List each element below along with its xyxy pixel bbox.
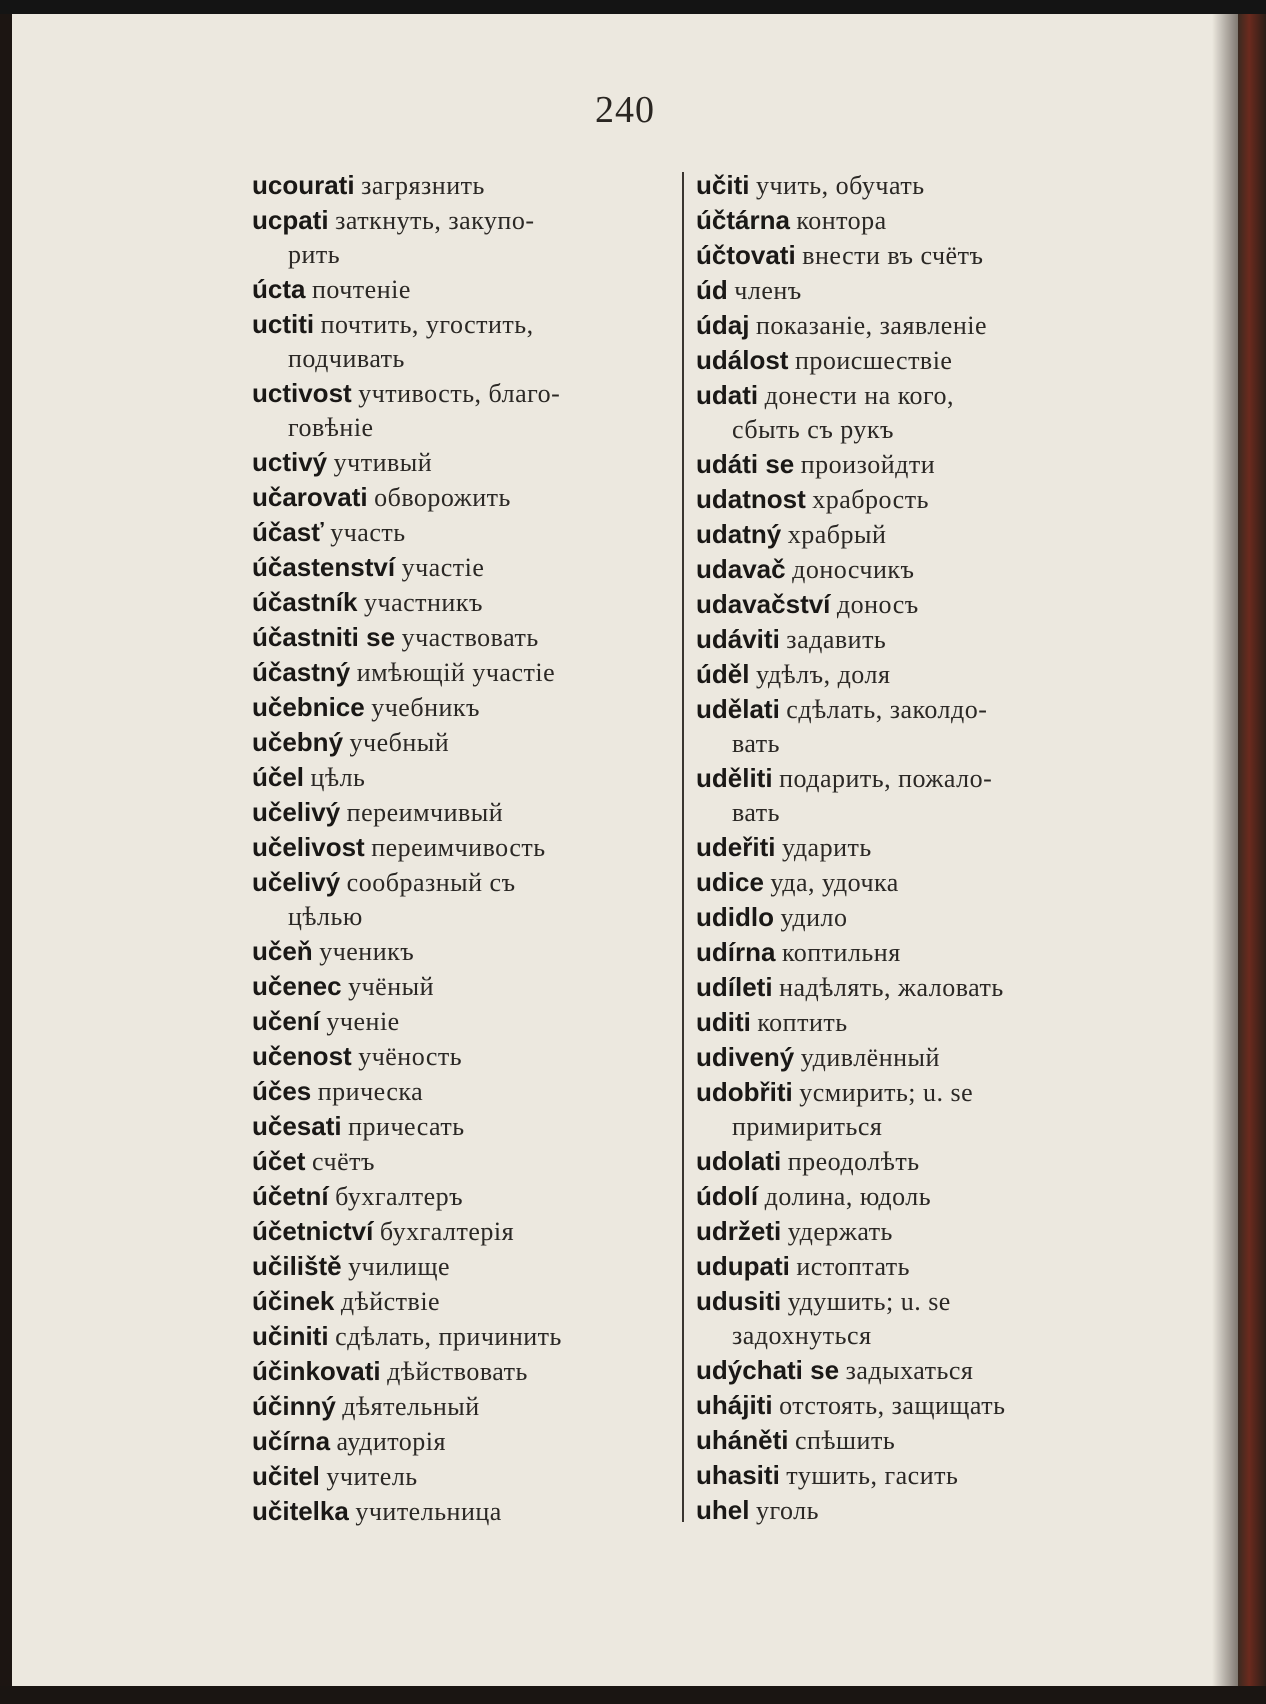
left-column: [252, 168, 672, 1529]
entry-headword: uháněti: [696, 1425, 789, 1455]
dictionary-entry: [696, 1005, 1116, 1040]
dictionary-entry: [696, 1249, 1116, 1284]
entry-translation: участвовать: [401, 623, 539, 652]
entry-headword: udatnost: [696, 484, 806, 514]
entry-headword: učiti: [696, 170, 750, 200]
dictionary-entry: [252, 830, 672, 865]
entry-translation: уда, удочка: [770, 868, 899, 897]
dictionary-entry: [696, 935, 1116, 970]
entry-headword: učesati: [252, 1111, 342, 1141]
entry-headword: udáti se: [696, 449, 795, 479]
entry-translation: училище: [348, 1252, 451, 1281]
entry-translation-continued: вать: [732, 729, 781, 758]
entry-headword: učírna: [252, 1426, 331, 1456]
entry-translation: почтить, угостить,: [320, 310, 534, 339]
entry-headword: učelivost: [252, 832, 365, 862]
entry-translation: храбрость: [812, 485, 929, 514]
entry-translation: участь: [330, 518, 406, 547]
entry-translation: коптильня: [781, 938, 901, 967]
entry-headword: učeň: [252, 936, 313, 966]
dictionary-entry: [252, 1354, 672, 1389]
entry-translation: имѣющій участіе: [356, 658, 556, 687]
entry-headword: udýchati se: [696, 1355, 840, 1385]
dictionary-entry: [252, 1459, 672, 1494]
entry-headword: udavač: [696, 554, 786, 584]
entry-translation: удѣлъ, доля: [755, 660, 891, 689]
entry-headword: učenost: [252, 1041, 352, 1071]
dictionary-entry: [252, 1074, 672, 1109]
entry-translation: удушить; u. se: [787, 1287, 951, 1316]
entry-translation: преодолѣть: [787, 1147, 920, 1176]
dictionary-entry: [252, 1424, 672, 1459]
entry-headword: udolati: [696, 1146, 782, 1176]
dictionary-entry: [696, 517, 1116, 552]
dictionary-entry: [252, 760, 672, 795]
entry-translation: дѣйствіе: [340, 1287, 441, 1316]
entry-translation: доносчикъ: [792, 555, 915, 584]
dictionary-entry: [252, 203, 672, 272]
entry-headword: ucpati: [252, 205, 329, 235]
dictionary-entry: [696, 447, 1116, 482]
right-column: [696, 168, 1116, 1528]
entry-translation: учебный: [349, 728, 450, 757]
dictionary-entry: [696, 830, 1116, 865]
dictionary-entry: [252, 480, 672, 515]
dictionary-entry: [696, 343, 1116, 378]
entry-translation: сдѣлать, причинить: [335, 1322, 562, 1351]
dictionary-entry: [252, 1284, 672, 1319]
entry-translation: контора: [796, 206, 887, 235]
entry-headword: učelivý: [252, 867, 341, 897]
dictionary-entry: [696, 378, 1116, 447]
dictionary-entry: [252, 969, 672, 1004]
entry-headword: učitel: [252, 1461, 320, 1491]
entry-headword: udatný: [696, 519, 782, 549]
entry-translation-continued: примириться: [732, 1112, 883, 1141]
dictionary-entry: [696, 308, 1116, 343]
dictionary-entry: [252, 1389, 672, 1424]
entry-translation: учитель: [326, 1462, 418, 1491]
entry-translation: учёность: [358, 1042, 463, 1071]
dictionary-entry: [252, 1179, 672, 1214]
entry-headword: úcta: [252, 274, 306, 304]
entry-translation-continued: задохнуться: [732, 1321, 872, 1350]
dictionary-entry: [252, 690, 672, 725]
entry-headword: učarovati: [252, 482, 368, 512]
entry-headword: udusiti: [696, 1286, 782, 1316]
dictionary-entry: [696, 1423, 1116, 1458]
entry-translation: загрязнить: [361, 171, 485, 200]
entry-translation-continued: сбыть съ рукъ: [732, 415, 894, 444]
entry-translation: задыхаться: [845, 1356, 974, 1385]
dictionary-entry: [252, 1249, 672, 1284]
dictionary-entry: [252, 585, 672, 620]
entry-translation: учтивость, благо-: [358, 379, 561, 408]
entry-headword: udělati: [696, 694, 780, 724]
column-divider: [682, 172, 684, 1522]
entry-translation: подарить, пожало-: [779, 764, 993, 793]
entry-headword: účes: [252, 1076, 312, 1106]
entry-translation: усмирить; u. se: [799, 1078, 974, 1107]
entry-headword: účastník: [252, 587, 358, 617]
dictionary-entry: [252, 168, 672, 203]
entry-translation: тушить, гасить: [786, 1461, 959, 1490]
dictionary-entry: [696, 1388, 1116, 1423]
entry-headword: učitelka: [252, 1496, 349, 1526]
entry-headword: údolí: [696, 1181, 759, 1211]
entry-translation: заткнуть, закупо-: [335, 206, 535, 235]
entry-headword: udáviti: [696, 624, 780, 654]
entry-translation: членъ: [734, 276, 802, 305]
dictionary-entry: [252, 376, 672, 445]
entry-headword: udati: [696, 380, 759, 410]
dictionary-entry: [252, 655, 672, 690]
dictionary-entry: [252, 515, 672, 550]
dictionary-page: [12, 14, 1238, 1686]
entry-headword: udíleti: [696, 972, 773, 1002]
entry-translation: сообразный съ: [346, 868, 516, 897]
dictionary-entry: [696, 1179, 1116, 1214]
entry-translation: удило: [780, 903, 848, 932]
entry-translation-continued: подчивать: [288, 344, 405, 373]
entry-translation: надѣлять, жаловать: [779, 973, 1004, 1002]
entry-translation: коптить: [757, 1008, 848, 1037]
entry-headword: účinný: [252, 1391, 336, 1421]
entry-translation: ученіе: [326, 1007, 400, 1036]
dictionary-entry: [696, 1353, 1116, 1388]
bottom-scan-border: [0, 1686, 1266, 1704]
entry-headword: udupati: [696, 1251, 790, 1281]
entry-translation: удивлённый: [800, 1043, 940, 1072]
entry-headword: učebnice: [252, 692, 365, 722]
entry-headword: učiliště: [252, 1251, 342, 1281]
dictionary-entry: [696, 1493, 1116, 1528]
dictionary-entry: [696, 1284, 1116, 1353]
entry-headword: udírna: [696, 937, 776, 967]
entry-headword: účastenství: [252, 552, 396, 582]
entry-translation: происшествіе: [794, 346, 953, 375]
entry-headword: ucourati: [252, 170, 355, 200]
entry-translation-continued: рить: [288, 240, 341, 269]
top-scan-border: [0, 0, 1266, 14]
entry-translation: учёный: [348, 972, 435, 1001]
entry-headword: udidlo: [696, 902, 774, 932]
dictionary-entry: [696, 1144, 1116, 1179]
entry-translation: истоптать: [796, 1252, 911, 1281]
entry-headword: udeřiti: [696, 832, 776, 862]
dictionary-entry: [252, 725, 672, 760]
entry-translation: причесать: [348, 1112, 465, 1141]
entry-translation-continued: вать: [732, 798, 781, 827]
entry-headword: uctiti: [252, 309, 315, 339]
dictionary-entry: [696, 168, 1116, 203]
entry-translation: счётъ: [311, 1147, 375, 1176]
dictionary-entry: [696, 1214, 1116, 1249]
entry-translation: переимчивый: [346, 798, 504, 827]
entry-headword: účastniti se: [252, 622, 396, 652]
dictionary-entry: [696, 482, 1116, 517]
book-edge: [1238, 14, 1266, 1704]
entry-translation: обворожить: [374, 483, 511, 512]
dictionary-entry: [252, 865, 672, 934]
dictionary-entry: [696, 552, 1116, 587]
entry-headword: uděliti: [696, 763, 773, 793]
dictionary-entry: [252, 550, 672, 585]
entry-headword: uhel: [696, 1495, 750, 1525]
dictionary-entry: [696, 273, 1116, 308]
page-number: 240: [595, 89, 655, 131]
entry-headword: účel: [252, 762, 305, 792]
entry-headword: uditi: [696, 1007, 751, 1037]
dictionary-entry: [696, 238, 1116, 273]
dictionary-entry: [696, 1040, 1116, 1075]
entry-headword: účtárna: [696, 205, 790, 235]
entry-translation: сдѣлать, заколдо-: [786, 695, 988, 724]
entry-headword: udice: [696, 867, 764, 897]
dictionary-entry: [252, 445, 672, 480]
gutter-shadow: [1212, 14, 1238, 1686]
entry-translation: удержать: [787, 1217, 893, 1246]
entry-translation: учить, обучать: [755, 171, 925, 200]
dictionary-entry: [696, 622, 1116, 657]
entry-headword: úděl: [696, 659, 750, 689]
entry-headword: uctivost: [252, 378, 352, 408]
dictionary-entry: [696, 970, 1116, 1005]
entry-translation: отстоять, защищать: [779, 1391, 1006, 1420]
entry-headword: udivený: [696, 1042, 795, 1072]
entry-headword: účetní: [252, 1181, 329, 1211]
entry-translation: бухгалтерія: [379, 1217, 515, 1246]
entry-translation: спѣшить: [794, 1426, 896, 1455]
entry-headword: údaj: [696, 310, 750, 340]
dictionary-entry: [696, 657, 1116, 692]
entry-translation: переимчивость: [371, 833, 546, 862]
dictionary-entry: [252, 934, 672, 969]
entry-headword: účastný: [252, 657, 351, 687]
entry-headword: účinkovati: [252, 1356, 381, 1386]
entry-translation: прическа: [317, 1077, 424, 1106]
dictionary-entry: [696, 900, 1116, 935]
entry-translation: ученикъ: [319, 937, 415, 966]
entry-headword: událost: [696, 345, 789, 375]
entry-headword: účasť: [252, 517, 324, 547]
entry-translation: участникъ: [364, 588, 483, 617]
entry-translation: внести въ счётъ: [802, 241, 984, 270]
entry-translation: учительница: [355, 1497, 502, 1526]
entry-headword: účtovati: [696, 240, 796, 270]
entry-translation-continued: говѣніе: [288, 413, 374, 442]
entry-translation: аудиторія: [336, 1427, 446, 1456]
entry-headword: udržeti: [696, 1216, 782, 1246]
entry-headword: účet: [252, 1146, 306, 1176]
dictionary-entry: [696, 587, 1116, 622]
entry-translation: дѣятельный: [342, 1392, 480, 1421]
entry-translation: почтеніе: [311, 275, 411, 304]
entry-translation: бухгалтеръ: [335, 1182, 464, 1211]
entry-translation: произойдти: [800, 450, 936, 479]
dictionary-entry: [696, 761, 1116, 830]
entry-translation-continued: цѣлью: [288, 902, 363, 931]
dictionary-entry: [252, 1214, 672, 1249]
entry-headword: učebný: [252, 727, 344, 757]
dictionary-entry: [252, 1319, 672, 1354]
entry-headword: uctivý: [252, 447, 328, 477]
entry-headword: učení: [252, 1006, 320, 1036]
entry-headword: úd: [696, 275, 728, 305]
entry-translation: храбрый: [787, 520, 887, 549]
entry-headword: udavačství: [696, 589, 831, 619]
entry-translation: доносъ: [836, 590, 919, 619]
entry-headword: udobřiti: [696, 1077, 793, 1107]
dictionary-entry: [252, 795, 672, 830]
entry-translation: долина, юдоль: [764, 1182, 932, 1211]
dictionary-entry: [252, 1109, 672, 1144]
entry-headword: učiniti: [252, 1321, 329, 1351]
entry-translation: показаніе, заявленіе: [755, 311, 988, 340]
entry-translation: учтивый: [333, 448, 433, 477]
entry-translation: ударить: [781, 833, 872, 862]
dictionary-entry: [696, 203, 1116, 238]
dictionary-entry: [252, 620, 672, 655]
dictionary-entry: [252, 1004, 672, 1039]
entry-translation: учебникъ: [371, 693, 480, 722]
entry-translation: дѣйствовать: [387, 1357, 528, 1386]
entry-headword: učenec: [252, 971, 342, 1001]
entry-translation: задавить: [786, 625, 887, 654]
dictionary-entry: [252, 307, 672, 376]
dictionary-entry: [252, 1494, 672, 1529]
entry-headword: účetnictví: [252, 1216, 374, 1246]
entry-headword: uhájiti: [696, 1390, 773, 1420]
dictionary-entry: [252, 1144, 672, 1179]
entry-headword: uhasiti: [696, 1460, 780, 1490]
dictionary-entry: [696, 692, 1116, 761]
dictionary-entry: [696, 1075, 1116, 1144]
dictionary-entry: [696, 865, 1116, 900]
entry-translation: участіе: [401, 553, 485, 582]
entry-translation: донести на кого,: [764, 381, 955, 410]
dictionary-entry: [696, 1458, 1116, 1493]
dictionary-entry: [252, 1039, 672, 1074]
entry-translation: цѣль: [310, 763, 366, 792]
entry-headword: účinek: [252, 1286, 335, 1316]
entry-translation: уголь: [755, 1496, 819, 1525]
entry-headword: učelivý: [252, 797, 341, 827]
dictionary-entry: [252, 272, 672, 307]
